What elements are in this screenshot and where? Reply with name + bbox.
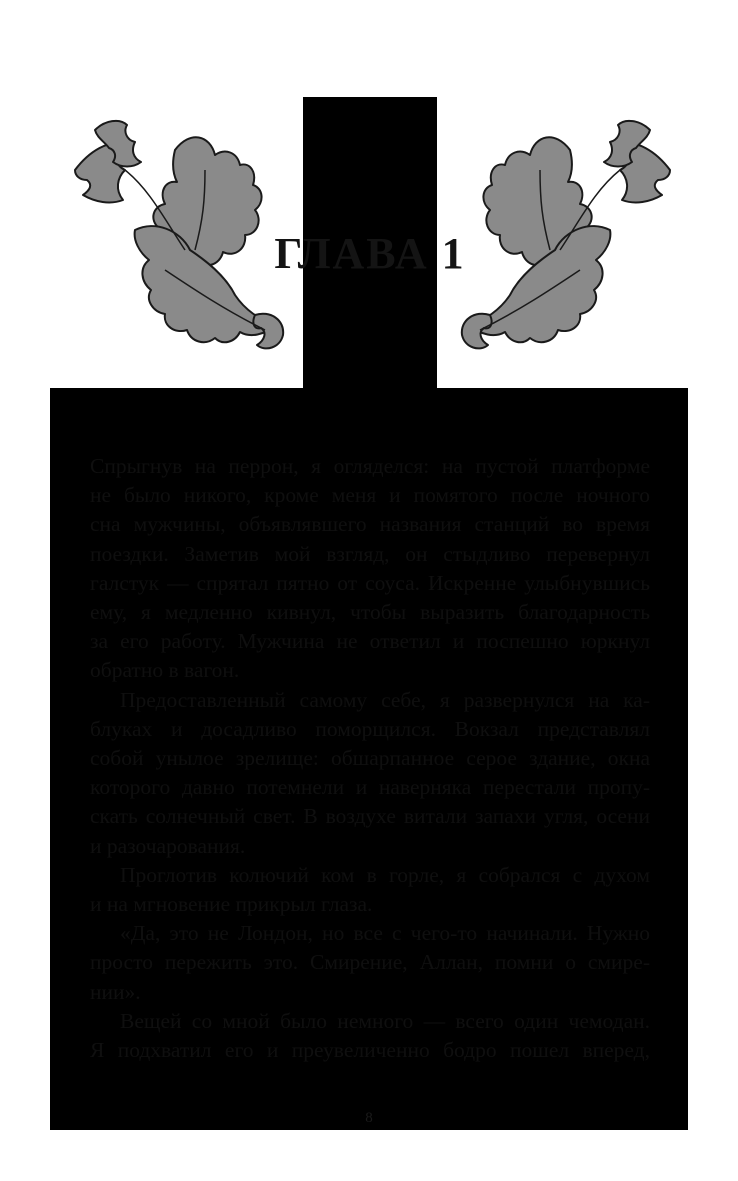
text-line: не было никого, кроме меня и помятого после ночного	[90, 483, 650, 508]
text-line: Предоставленный самому себе, я развернулся на ка-	[120, 687, 650, 712]
body-text	[90, 452, 650, 1065]
text-line: «Да, это не Лондон, но все с чего-то начинали. Нужно	[120, 921, 650, 946]
page-number: 8	[365, 1110, 373, 1126]
text-line: Я подхватил его и преувеличенно бодро пошел вперед,	[90, 1038, 650, 1063]
text-line: и на мгновение прикрыл глаза.	[90, 892, 373, 917]
text-line: скать солнечный свет. В воздухе витали запахи угля, осени	[90, 804, 650, 829]
text-line: которого давно потемнели и наверняка перестали пропу-	[90, 775, 650, 800]
text-line: блуках и досадливо поморщился. Вокзал представлял	[90, 716, 650, 741]
text-line: сна мужчины, объявлявшего названия станций во время	[90, 512, 650, 537]
text-line: обратно в вагон.	[90, 658, 240, 683]
text-line: Проглотив колючий ком в горле, я собрался с духом	[120, 862, 650, 887]
text-line: Вещей со мной было немного — всего один чемодан.	[120, 1008, 650, 1033]
text-line: за его работу. Мужчина не ответил и поспешно юркнул	[90, 629, 650, 654]
text-line: Спрыгнув на перрон, я огляделся: на пустой платформе	[90, 454, 650, 478]
text-line: собой унылое зрелище: обшарпанное серое здание, окна	[90, 746, 650, 771]
chapter-title: ГЛАВА 1	[274, 229, 466, 278]
text-line: просто пережить это. Смирение, Аллан, помни о смире-	[90, 950, 650, 975]
text-line: и разочарования.	[90, 833, 246, 858]
text-line: нии».	[90, 979, 141, 1004]
text-line: поездки. Заметив мой взгляд, он стыдливо перевернул	[90, 541, 650, 566]
text-line: галстук — спрятал пятно от соуса. Искренне улыбнувшись	[90, 570, 650, 595]
text-line: ему, я медленно кивнул, чтобы выразить благодарность	[90, 600, 650, 625]
